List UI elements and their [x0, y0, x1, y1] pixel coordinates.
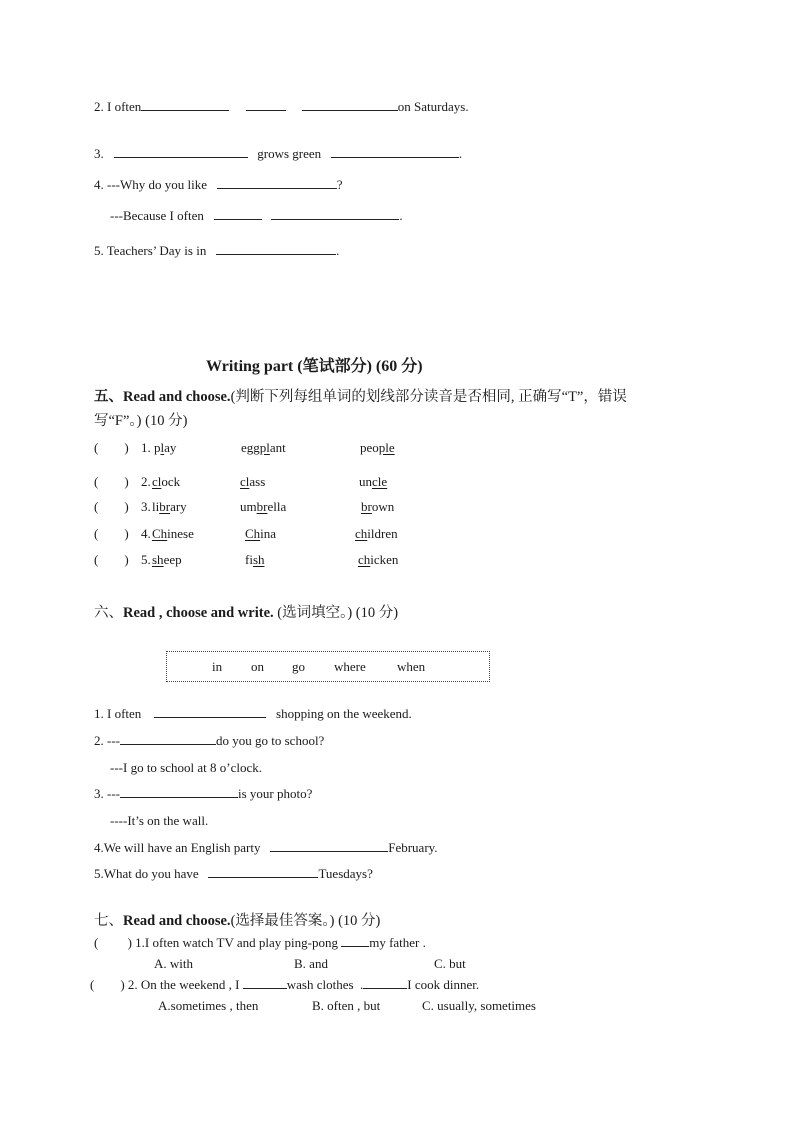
answer-blank[interactable] [141, 98, 229, 111]
section6-instruction: (选词填空。) (10 分) [273, 605, 399, 621]
q3-tail: . [458, 146, 463, 161]
word-part: fi [245, 552, 253, 567]
word-part: egg [241, 440, 260, 455]
section6-header [94, 603, 398, 623]
s7-q1-line [94, 934, 426, 952]
word-part: inese [167, 526, 194, 541]
s6-q4-line [94, 839, 438, 857]
s6-q5-tail: Tuesdays? [318, 866, 373, 881]
section7-number: 七、 [94, 913, 123, 929]
word-part: p [154, 440, 161, 455]
word-w1 [152, 473, 180, 491]
underlined-letters: ch [358, 552, 371, 567]
answer-paren[interactable]: ( ) [94, 499, 129, 514]
s7-q2-line: ( ) 2. On the weekend , I wash clothes . I cook dinner. [90, 977, 480, 992]
s6-q2-text: 2. --- [94, 733, 120, 748]
word-w3 [361, 498, 394, 516]
s7-q1-tail: my father . [369, 935, 426, 950]
answer-paren[interactable]: ( ) [94, 552, 129, 567]
word-bank-item: on [251, 659, 264, 674]
q4-answer-tail: . [399, 208, 403, 223]
question-number: 1. [141, 440, 151, 455]
s6-q2-answer: ---I go to school at 8 o’clock. [110, 760, 262, 775]
answer-blank[interactable] [120, 732, 216, 745]
section6-title: Read , choose and write. [123, 605, 274, 621]
answer-blank[interactable] [363, 976, 407, 989]
question-number: 5. [141, 552, 151, 567]
answer-blank[interactable] [154, 705, 266, 718]
s6-q3-answer: ----It’s on the wall. [110, 813, 209, 828]
answer-blank[interactable] [217, 176, 337, 189]
underlined-letters: br [361, 499, 372, 514]
q4-answer-line [110, 207, 403, 225]
underlined-letters: br [256, 499, 268, 514]
q5-line [94, 242, 339, 260]
word-part: li [152, 499, 160, 514]
underlined-letters: Ch [152, 526, 168, 541]
answer-blank[interactable] [271, 207, 399, 220]
option-b[interactable]: B. and [294, 956, 328, 971]
section7-instruction: (选择最佳答案。) (10 分) [230, 913, 381, 929]
s6-q2-tail: do you go to school? [216, 733, 325, 748]
s7-q2-tail: I cook dinner. [407, 977, 480, 992]
question-number: 3. [141, 499, 151, 514]
word-w2 [240, 473, 265, 491]
s6-q5-text: 5.What do you have [94, 866, 199, 881]
writing-part-title: Writing part (笔试部分) (60 分) [206, 358, 423, 375]
q4-answer-text: ---Because I often [110, 208, 204, 223]
word-part: um [240, 499, 257, 514]
word-part: ass [249, 474, 266, 489]
s7-q2-text: 2. On the weekend , I [127, 977, 240, 992]
underlined-letters: ch [355, 526, 368, 541]
q4-tail: ? [336, 177, 343, 192]
answer-paren[interactable]: ( ) [94, 935, 132, 950]
answer-blank[interactable] [341, 934, 369, 947]
s6-q2-line [94, 732, 324, 750]
word-part: ina [260, 526, 277, 541]
section5-instruction-cont: 写“F”。) (10 分) [94, 413, 188, 429]
s6-q1-line [94, 705, 412, 723]
answer-blank[interactable] [331, 145, 459, 158]
q4-text: 4. ---Why do you like [94, 177, 208, 192]
option-a[interactable]: A. with [154, 956, 193, 971]
s6-q3-text: 3. --- [94, 786, 120, 801]
word-part: ary [170, 499, 187, 514]
word-w2 [240, 498, 286, 516]
word-part: eep [163, 552, 182, 567]
answer-blank[interactable] [243, 976, 287, 989]
word-w1 [152, 498, 187, 516]
answer-blank[interactable] [114, 145, 248, 158]
section5-instruction: (判断下列每组单词的划线部分读音是否相同, 正确写“T”，错误 [230, 389, 627, 405]
word-part: ay [164, 440, 177, 455]
q2-line [94, 98, 469, 116]
word-w3 [358, 551, 398, 569]
word-bank-item: when [397, 659, 426, 674]
section5-header [94, 387, 627, 407]
q3-line [94, 145, 462, 163]
underlined-letters: br [159, 499, 171, 514]
question-number: 2. [141, 474, 151, 489]
q2-tail: on Saturdays. [397, 99, 469, 114]
word-w1 [152, 525, 194, 543]
answer-blank[interactable] [302, 98, 398, 111]
question-number: 4. [141, 526, 151, 541]
answer-paren[interactable]: ( ) [94, 440, 129, 455]
answer-paren[interactable]: ( ) [94, 474, 129, 489]
underlined-letters: cl [152, 474, 162, 489]
option-b[interactable]: B. often , but [312, 998, 381, 1013]
s6-q3-tail: is your photo? [238, 786, 313, 801]
word-part: ock [161, 474, 181, 489]
word-bank-item: where [334, 659, 366, 674]
word-w2 [245, 525, 276, 543]
option-c[interactable]: C. but [434, 956, 466, 971]
option-a[interactable]: A.sometimes , then [158, 998, 259, 1013]
q5-tail: . [336, 243, 340, 258]
answer-blank[interactable] [216, 242, 336, 255]
underlined-letters: sh [152, 552, 164, 567]
word-part: peo [360, 440, 379, 455]
s6-q4-tail: February. [388, 840, 438, 855]
word-part: own [371, 499, 395, 514]
s6-q3-line [94, 785, 312, 803]
answer-paren[interactable]: ( ) [94, 526, 129, 541]
underlined-letters: ple [378, 440, 395, 455]
s6-q5-line [94, 865, 373, 883]
answer-paren[interactable]: ( ) [90, 977, 125, 992]
underlined-letters: sh [252, 552, 265, 567]
word-part: icken [370, 552, 399, 567]
word-bank-item: go [292, 659, 305, 674]
section7-title: Read and choose. [123, 913, 231, 929]
word-w3 [359, 473, 387, 491]
word-part: ildren [367, 526, 398, 541]
word-w1 [154, 439, 176, 457]
s7-q2-mid: wash clothes [286, 977, 354, 992]
s7-q1-text: 1.I often watch TV and play ping-pong [135, 935, 338, 950]
answer-blank[interactable] [208, 865, 318, 878]
answer-blank[interactable] [214, 207, 262, 220]
q5-text: 5. Teachers’ Day is in [94, 243, 207, 258]
underlined-letters: cl [240, 474, 250, 489]
s6-q1-tail: shopping on the weekend. [276, 706, 412, 721]
s6-q1-text: 1. I often [94, 706, 142, 721]
answer-blank[interactable] [120, 785, 238, 798]
q3-mid: grows green [257, 146, 322, 161]
section5-title: Read and choose. [123, 389, 231, 405]
answer-blank[interactable] [270, 839, 388, 852]
section7-header [94, 911, 380, 931]
underlined-letters: Ch [245, 526, 261, 541]
word-w3 [360, 439, 395, 457]
s6-q4-text: 4.We will have an English party [94, 840, 261, 855]
option-c[interactable]: C. usually, sometimes [422, 998, 536, 1013]
word-bank [166, 651, 490, 682]
word-w2 [241, 439, 286, 457]
underlined-letters: l [160, 440, 165, 455]
underlined-letters: cle [372, 474, 388, 489]
section6-number: 六、 [94, 605, 123, 621]
word-w3 [355, 525, 398, 543]
word-w2 [245, 551, 265, 569]
section5-number: 五、 [94, 389, 123, 405]
word-bank-item: in [212, 659, 223, 674]
q4-line [94, 176, 343, 194]
word-part: un [359, 474, 372, 489]
q3-text: 3. [94, 146, 104, 161]
word-part: ant [269, 440, 286, 455]
word-part: ella [267, 499, 287, 514]
word-w1 [152, 551, 182, 569]
q2-text: 2. I often [94, 99, 142, 114]
underlined-letters: pl [259, 440, 270, 455]
answer-blank[interactable] [246, 98, 286, 111]
